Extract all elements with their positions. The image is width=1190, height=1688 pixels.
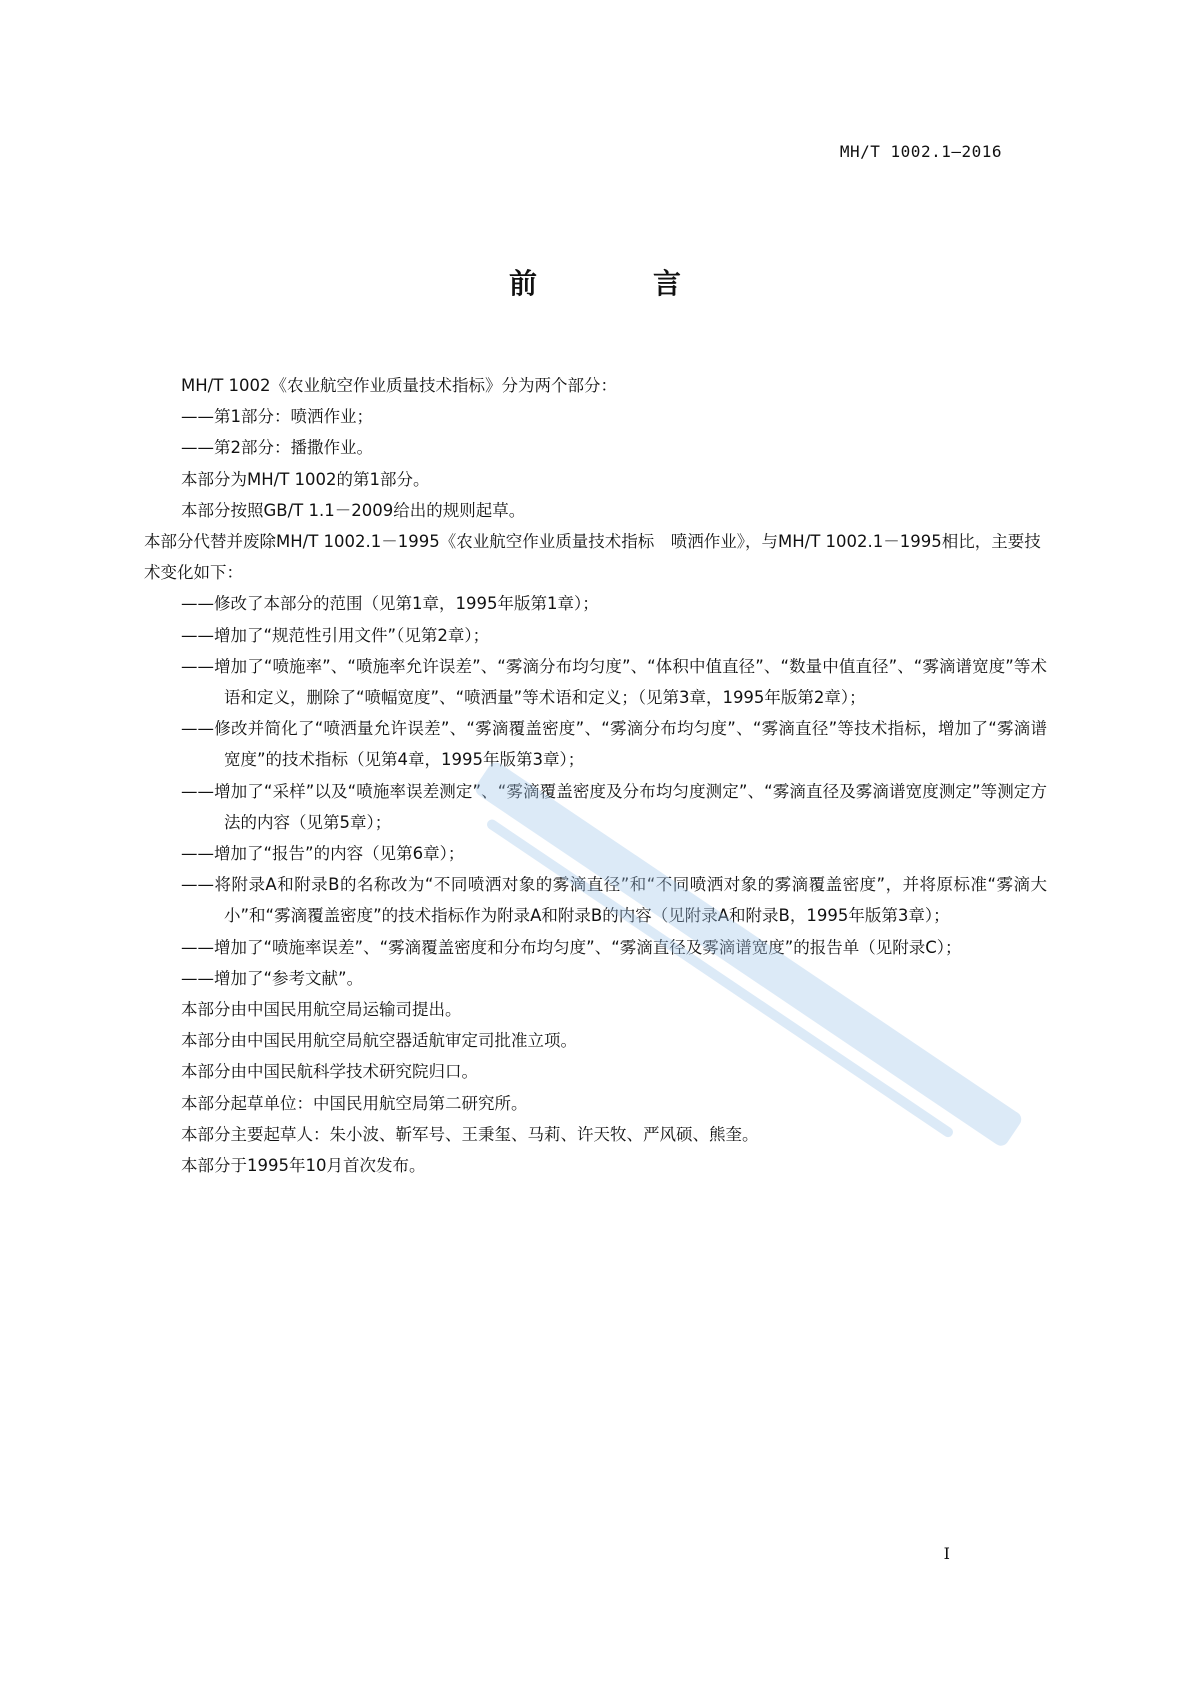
page-title: 前 言	[508, 267, 725, 300]
closing-paragraph: 本部分由中国民用航空局航空器适航审定司批准立项。	[181, 1031, 577, 1051]
change-item: ——增加了“参考文献”。	[181, 968, 364, 988]
change-item: ——修改并简化了“喷洒量允许误差”、“雾滴覆盖密度”、“雾滴分布均匀度”、“雾滴直径”等技术指标，增加了“雾滴谱宽度”的技术指标（见第4章，1995年版第3章）；	[181, 719, 1047, 770]
change-item: ——增加了“规范性引用文件”（见第2章）；	[181, 625, 490, 645]
change-item: ——增加了“喷施率误差”、“雾滴覆盖密度和分布均匀度”、“雾滴直径及雾滴谱宽度”的报告单（见附录C）；	[181, 937, 962, 957]
change-item: ——将附录A和附录B的名称改为“不同喷洒对象的雾滴直径”和“不同喷洒对象的雾滴覆盖密度”，并将原标准“雾滴大小”和“雾滴覆盖密度”的技术指标作为附录A和附录B的内容（见附录A和附录B，1995年版第3章）；	[181, 875, 1047, 926]
closing-paragraph: 本部分于1995年10月首次发布。	[181, 1156, 426, 1176]
body-paragraph: 本部分为MH/T 1002的第1部分。	[181, 469, 430, 489]
closing-paragraph: 本部分主要起草人：朱小波、靳军号、王秉玺、马莉、许天牧、严风硕、熊奎。	[181, 1124, 759, 1144]
document-body	[144, 370, 1047, 1181]
closing-paragraph: 本部分由中国民航科学技术研究院归口。	[181, 1062, 478, 1082]
change-item: ——增加了“采样”以及“喷施率误差测定”、“雾滴覆盖密度及分布均匀度测定”、“雾滴直径及雾滴谱宽度测定”等测定方法的内容（见第5章）；	[181, 781, 1047, 832]
change-item: ——修改了本部分的范围（见第1章，1995年版第1章）；	[181, 594, 599, 614]
part-item: ——第1部分：喷洒作业；	[181, 407, 373, 427]
closing-paragraph: 本部分起草单位：中国民用航空局第二研究所。	[181, 1093, 528, 1113]
change-item: ——增加了“报告”的内容（见第6章）；	[181, 844, 465, 864]
change-item: ——增加了“喷施率”、“喷施率允许误差”、“雾滴分布均匀度”、“体积中值直径”、“数量中值直径”、“雾滴谱宽度”等术语和定义，删除了“喷幅宽度”、“喷洒量”等术语和定义；（见第3章，1995年版第2章）；	[181, 656, 1047, 708]
body-paragraph: 本部分代替并废除MH/T 1002.1－1995《农业航空作业质量技术指标 喷洒作业》，与MH/T 1002.1－1995相比，主要技术变化如下：	[144, 532, 1041, 583]
body-paragraph: 本部分按照GB/T 1.1－2009给出的规则起草。	[181, 500, 526, 520]
part-item: ——第2部分：播撒作业。	[181, 438, 373, 458]
page-number: I	[943, 1544, 950, 1563]
standard-code: MH/T 1002.1—2016	[839, 142, 1002, 161]
intro-paragraph: MH/T 1002《农业航空作业质量技术指标》分为两个部分：	[181, 376, 618, 395]
closing-paragraph: 本部分由中国民用航空局运输司提出。	[181, 1000, 462, 1020]
